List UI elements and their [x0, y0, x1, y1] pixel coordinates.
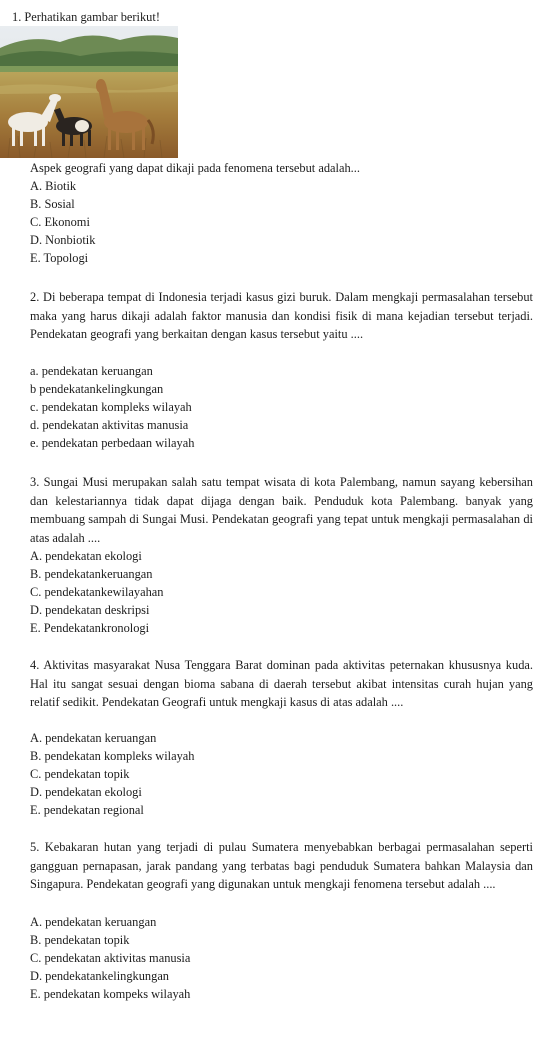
question-3-text: 3. Sungai Musi merupakan salah satu tempat wisata di kota Palembang, namun sayang kebersihan dan kelestariannya tidak dapat dijaga dengan baik. Penduduk kota Palembang. banyak yang membuang sampah di Sungai Musi. Pendekatan geografi yang tepat untuk mengkaji permasalahan di atas adalah .... [30, 475, 533, 545]
question-2-option-e[interactable]: e. pendekatan perbedaan wilayah [30, 436, 195, 450]
question-2-option-d[interactable]: d. pendekatan aktivitas manusia [30, 418, 189, 432]
question-5-option-b[interactable]: B. pendekatan topik [30, 933, 130, 947]
question-1-option-c[interactable]: C. Ekonomi [30, 215, 90, 229]
question-3-option-b[interactable]: B. pendekatankeruangan [30, 567, 153, 581]
question-5-option-d[interactable]: D. pendekatankelingkungan [30, 969, 170, 983]
question-1-prompt: Aspek geografi yang dapat dikaji pada fenomena tersebut adalah... [30, 161, 360, 175]
question-5-option-e[interactable]: E. pendekatan kompeks wilayah [30, 987, 191, 1001]
question-3-option-e[interactable]: E. Pendekatankronologi [30, 621, 150, 635]
question-5-text: 5. Kebakaran hutan yang terjadi di pulau Sumatera menyebabkan berbagai permasalahan seperti gangguan pernapasan, jarak pandang yang terbatas bagi penduduk Sumatera bahkan Malaysia dan Singapura. Pendekatan geografi yang digunakan untuk mengkaji fenomena tersebut adalah .... [30, 840, 533, 892]
question-2-text: 2. Di beberapa tempat di Indonesia terjadi kasus gizi buruk. Dalam mengkaji permasalahan tersebut maka yang harus dikaji adalah faktor manusia dan kondisi fisik di mana kejadian tersebut terjadi. Pendekatan geografi yang berkaitan dengan kasus tersebut yaitu .... [30, 290, 533, 342]
question-3-option-c[interactable]: C. pendekatankewilayahan [30, 585, 164, 599]
question-4-option-e[interactable]: E. pendekatan regional [30, 803, 144, 817]
horses-savanna-photo [0, 26, 178, 158]
question-4-option-d[interactable]: D. pendekatan ekologi [30, 785, 142, 799]
question-5-option-c[interactable]: C. pendekatan aktivitas manusia [30, 951, 191, 965]
question-3-option-a[interactable]: A. pendekatan ekologi [30, 549, 142, 563]
question-5-option-a[interactable]: A. pendekatan keruangan [30, 915, 157, 929]
horses-illustration [0, 26, 178, 158]
question-2-option-c[interactable]: c. pendekatan kompleks wilayah [30, 400, 192, 414]
question-4-option-c[interactable]: C. pendekatan topik [30, 767, 130, 781]
question-1-option-e[interactable]: E. Topologi [30, 251, 89, 265]
question-1-title: 1. Perhatikan gambar berikut! [12, 10, 160, 24]
question-1-option-d[interactable]: D. Nonbiotik [30, 233, 96, 247]
question-3-option-d[interactable]: D. pendekatan deskripsi [30, 603, 150, 617]
question-4-text: 4. Aktivitas masyarakat Nusa Tenggara Barat dominan pada aktivitas peternakan khususnya kuda. Hal itu sangat sesuai dengan bioma sabana di daerah tersebut akibat intensitas curah hujan yang relatif sedikit. Pendekatan Geografi untuk mengkaji kasus di atas adalah .... [30, 658, 533, 710]
question-1-option-a[interactable]: A. Biotik [30, 179, 77, 193]
question-2-option-a[interactable]: a. pendekatan keruangan [30, 364, 153, 378]
question-1-option-b[interactable]: B. Sosial [30, 197, 75, 211]
question-4-option-b[interactable]: B. pendekatan kompleks wilayah [30, 749, 195, 763]
question-2-option-b[interactable]: b pendekatankelingkungan [30, 382, 164, 396]
question-4-option-a[interactable]: A. pendekatan keruangan [30, 731, 157, 745]
